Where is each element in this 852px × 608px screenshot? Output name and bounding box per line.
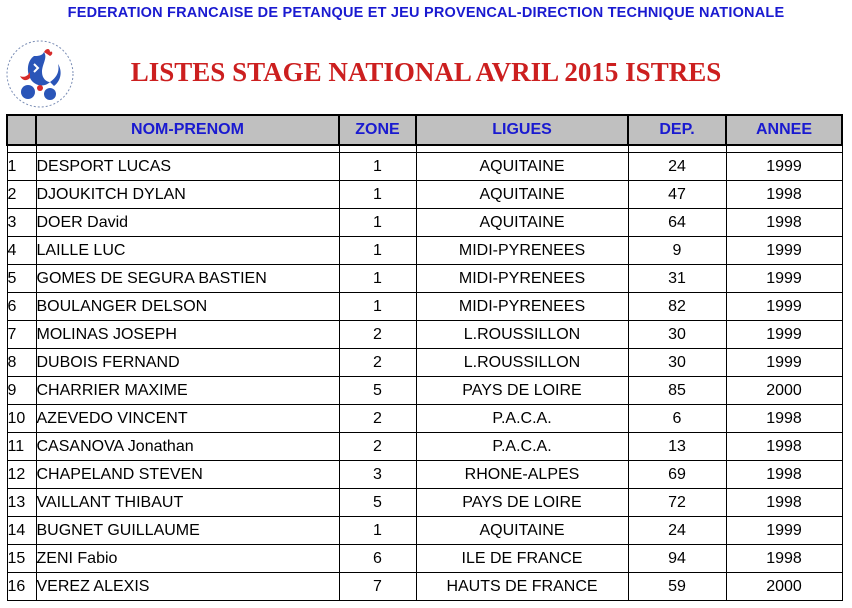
ligue-cell: HAUTS DE FRANCE: [416, 573, 628, 601]
annee-cell: 2000: [726, 573, 842, 601]
zone-cell: 1: [339, 209, 416, 237]
annee-cell: 1998: [726, 545, 842, 573]
row-number: 13: [7, 489, 36, 517]
header-ligues: LIGUES: [416, 115, 628, 145]
player-name: ZENI Fabio: [36, 545, 339, 573]
table-row: [7, 545, 842, 573]
dep-cell: 82: [628, 293, 726, 321]
dep-cell: 6: [628, 405, 726, 433]
header-nom-prenom: NOM-PRENOM: [36, 115, 339, 145]
table-row: [7, 181, 842, 209]
table-row: [7, 517, 842, 545]
table-row: [7, 153, 842, 181]
ligue-cell: AQUITAINE: [416, 181, 628, 209]
zone-cell: 1: [339, 237, 416, 265]
header-zone: ZONE: [339, 115, 416, 145]
dep-cell: 59: [628, 573, 726, 601]
table-row: [7, 573, 842, 601]
ligue-cell: AQUITAINE: [416, 517, 628, 545]
annee-cell: 1999: [726, 153, 842, 181]
table-row: [7, 209, 842, 237]
row-number: 16: [7, 573, 36, 601]
ligue-cell: MIDI-PYRENEES: [416, 293, 628, 321]
row-number: 3: [7, 209, 36, 237]
zone-cell: 1: [339, 517, 416, 545]
annee-cell: 1999: [726, 321, 842, 349]
annee-cell: 1998: [726, 433, 842, 461]
table-row: [7, 321, 842, 349]
zone-cell: 5: [339, 377, 416, 405]
player-name: DOER David: [36, 209, 339, 237]
dep-cell: 47: [628, 181, 726, 209]
player-name: GOMES DE SEGURA BASTIEN: [36, 265, 339, 293]
annee-cell: 1999: [726, 265, 842, 293]
annee-cell: 1998: [726, 405, 842, 433]
player-name: CHAPELAND STEVEN: [36, 461, 339, 489]
header-spacer-row: [7, 145, 842, 153]
zone-cell: 2: [339, 321, 416, 349]
ligue-cell: L.ROUSSILLON: [416, 321, 628, 349]
annee-cell: 1999: [726, 237, 842, 265]
row-number: 8: [7, 349, 36, 377]
ligue-cell: PAYS DE LOIRE: [416, 377, 628, 405]
table-row: [7, 405, 842, 433]
row-number: 6: [7, 293, 36, 321]
players-table: [6, 114, 843, 601]
row-number: 11: [7, 433, 36, 461]
annee-cell: 2000: [726, 377, 842, 405]
player-name: DJOUKITCH DYLAN: [36, 181, 339, 209]
dep-cell: 31: [628, 265, 726, 293]
dep-cell: 85: [628, 377, 726, 405]
header-dep: DEP.: [628, 115, 726, 145]
zone-cell: 1: [339, 265, 416, 293]
row-number: 1: [7, 153, 36, 181]
ligue-cell: RHONE-ALPES: [416, 461, 628, 489]
organization-title: FEDERATION FRANCAISE DE PETANQUE ET JEU PROVENCAL-DIRECTION TECHNIQUE NATIONALE: [67, 5, 785, 21]
ligue-cell: MIDI-PYRENEES: [416, 237, 628, 265]
zone-cell: 2: [339, 405, 416, 433]
zone-cell: 3: [339, 461, 416, 489]
page-title: LISTES STAGE NATIONAL AVRIL 2015 ISTRES: [130, 57, 722, 87]
table-row: [7, 489, 842, 517]
dep-cell: 13: [628, 433, 726, 461]
player-name: CASANOVA Jonathan: [36, 433, 339, 461]
ligue-cell: PAYS DE LOIRE: [416, 489, 628, 517]
zone-cell: 1: [339, 293, 416, 321]
table-header-row: [7, 115, 842, 145]
player-name: BUGNET GUILLAUME: [36, 517, 339, 545]
table-row: [7, 293, 842, 321]
player-name: DUBOIS FERNAND: [36, 349, 339, 377]
player-name: VAILLANT THIBAUT: [36, 489, 339, 517]
annee-cell: 1998: [726, 461, 842, 489]
header-index: [7, 115, 36, 145]
table-row: [7, 349, 842, 377]
table-row: [7, 461, 842, 489]
zone-cell: 6: [339, 545, 416, 573]
ligue-cell: L.ROUSSILLON: [416, 349, 628, 377]
table-row: [7, 265, 842, 293]
zone-cell: 1: [339, 181, 416, 209]
annee-cell: 1999: [726, 349, 842, 377]
ligue-cell: P.A.C.A.: [416, 405, 628, 433]
row-number: 7: [7, 321, 36, 349]
dep-cell: 9: [628, 237, 726, 265]
annee-cell: 1999: [726, 517, 842, 545]
dep-cell: 94: [628, 545, 726, 573]
row-number: 14: [7, 517, 36, 545]
dep-cell: 69: [628, 461, 726, 489]
dep-cell: 72: [628, 489, 726, 517]
player-name: MOLINAS JOSEPH: [36, 321, 339, 349]
ligue-cell: ILE DE FRANCE: [416, 545, 628, 573]
row-number: 15: [7, 545, 36, 573]
annee-cell: 1998: [726, 209, 842, 237]
zone-cell: 1: [339, 153, 416, 181]
zone-cell: 7: [339, 573, 416, 601]
table-row: [7, 377, 842, 405]
player-name: LAILLE LUC: [36, 237, 339, 265]
ligue-cell: P.A.C.A.: [416, 433, 628, 461]
dep-cell: 24: [628, 517, 726, 545]
zone-cell: 2: [339, 433, 416, 461]
row-number: 2: [7, 181, 36, 209]
ligue-cell: AQUITAINE: [416, 153, 628, 181]
row-number: 5: [7, 265, 36, 293]
row-number: 10: [7, 405, 36, 433]
player-name: BOULANGER DELSON: [36, 293, 339, 321]
ligue-cell: MIDI-PYRENEES: [416, 265, 628, 293]
row-number: 9: [7, 377, 36, 405]
dep-cell: 24: [628, 153, 726, 181]
player-name: AZEVEDO VINCENT: [36, 405, 339, 433]
ligue-cell: AQUITAINE: [416, 209, 628, 237]
dep-cell: 64: [628, 209, 726, 237]
zone-cell: 2: [339, 349, 416, 377]
table-row: [7, 237, 842, 265]
row-number: 12: [7, 461, 36, 489]
player-name: CHARRIER MAXIME: [36, 377, 339, 405]
annee-cell: 1998: [726, 489, 842, 517]
table-row: [7, 433, 842, 461]
row-number: 4: [7, 237, 36, 265]
zone-cell: 5: [339, 489, 416, 517]
dep-cell: 30: [628, 321, 726, 349]
header-annee: ANNEE: [726, 115, 842, 145]
dep-cell: 30: [628, 349, 726, 377]
player-name: DESPORT LUCAS: [36, 153, 339, 181]
annee-cell: 1998: [726, 181, 842, 209]
player-name: VEREZ ALEXIS: [36, 573, 339, 601]
annee-cell: 1999: [726, 293, 842, 321]
